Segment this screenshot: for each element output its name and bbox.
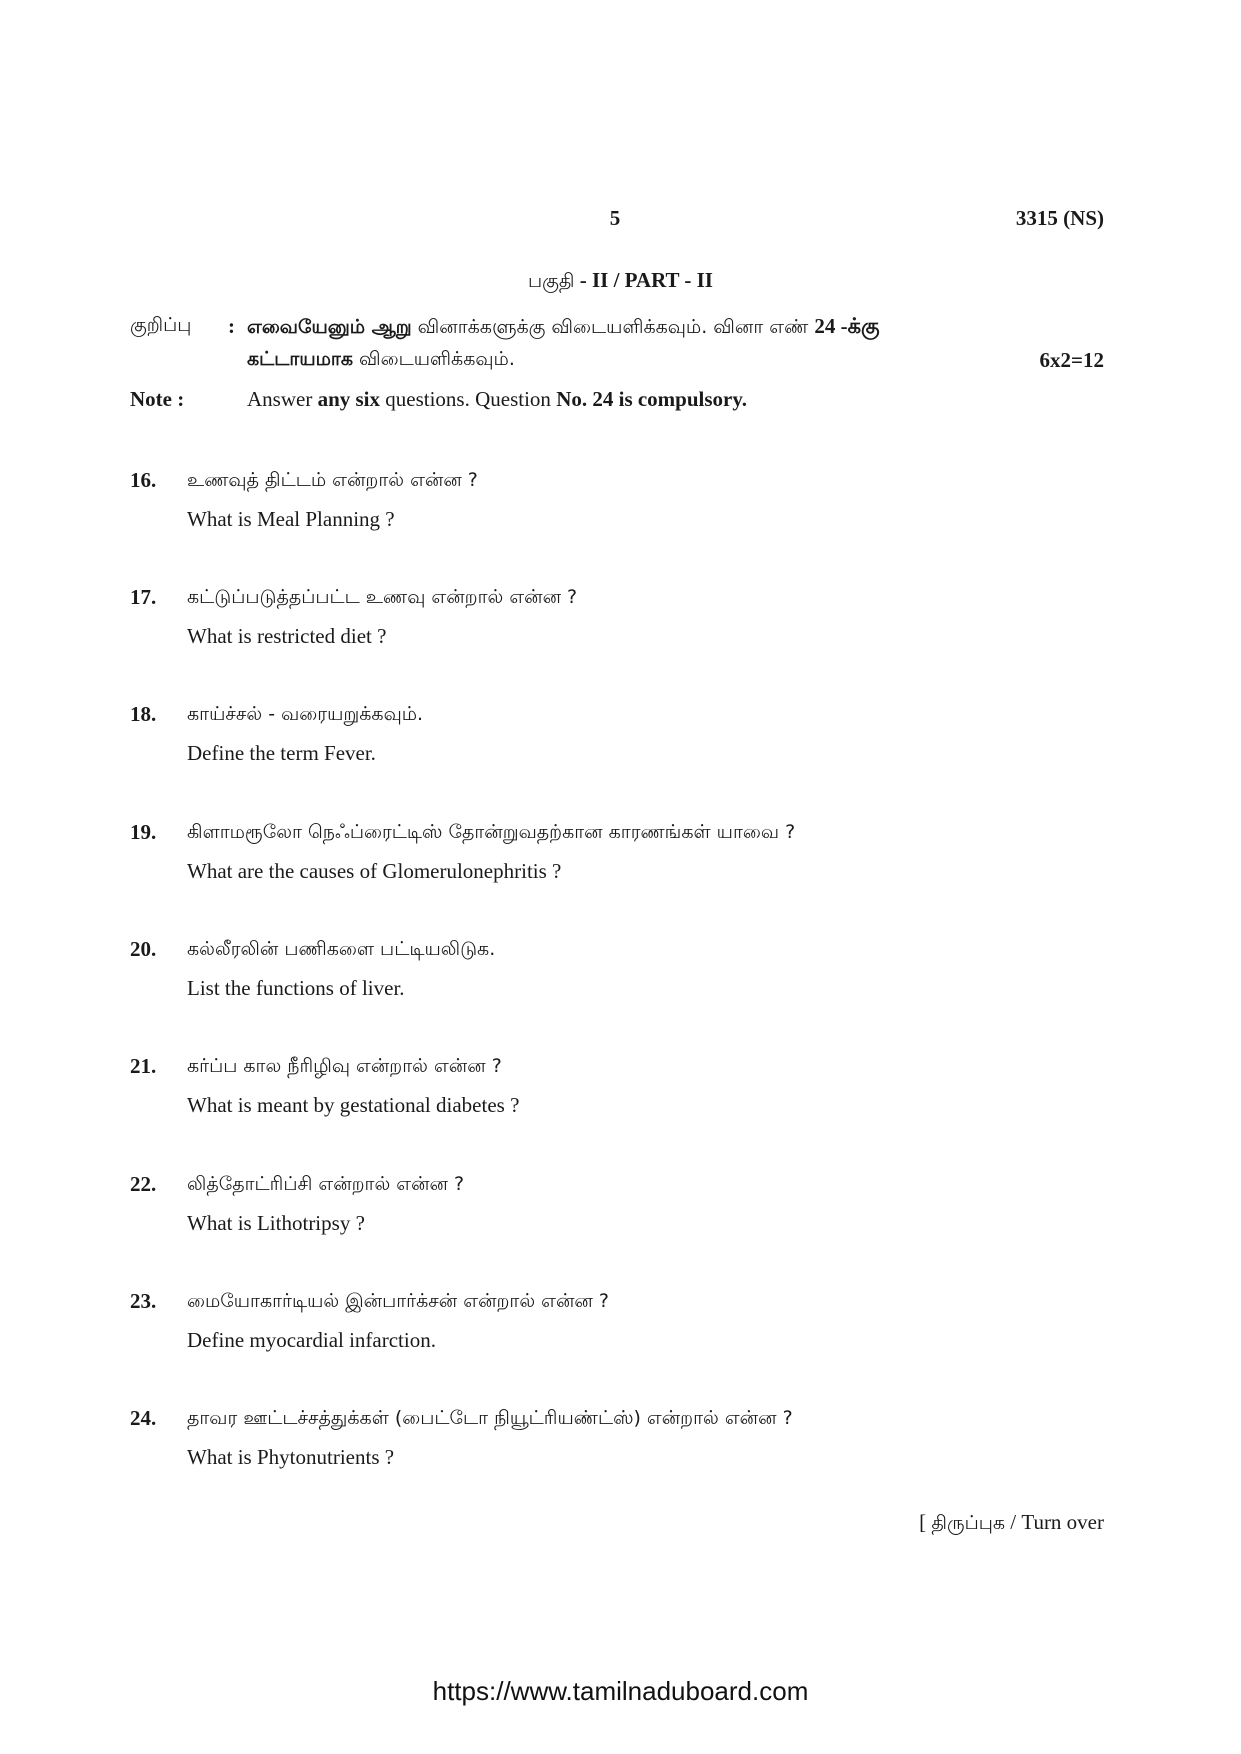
- question-24: [130, 1406, 1110, 1486]
- note-english-t1: Answer: [247, 387, 318, 411]
- question-number: 22.: [130, 1172, 157, 1196]
- note-tamil-text-2: விடையளிக்கவும்.: [352, 348, 515, 370]
- note-tamil-question-number: 24 -க்கு: [814, 314, 880, 338]
- question-text-tamil: கட்டுப்படுத்தப்பட்ட உணவு என்றால் என்ன ?: [187, 586, 578, 608]
- question-17: [130, 585, 1110, 665]
- question-20: [130, 937, 1110, 1017]
- question-22: [130, 1172, 1110, 1252]
- note-english-text: [247, 387, 747, 412]
- question-text-tamil: காய்ச்சல் - வரையறுக்கவும்.: [187, 703, 424, 725]
- question-text-tamil: கர்ப்ப கால நீரிழிவு என்றால் என்ன ?: [187, 1055, 502, 1077]
- turn-over-english: / Turn over: [1005, 1510, 1104, 1534]
- question-number: 18.: [130, 702, 157, 726]
- part-title: [0, 268, 1241, 295]
- question-text-english: What is restricted diet ?: [187, 624, 387, 648]
- question-text-english: List the functions of liver.: [187, 976, 405, 1000]
- question-text-english: What is Phytonutrients ?: [187, 1445, 395, 1469]
- part-title-english: - II / PART - II: [574, 268, 713, 292]
- question-text-english: What is Lithotripsy ?: [187, 1211, 365, 1235]
- note-tamil-emphasis-1: எவையேனும் ஆறு: [247, 316, 412, 338]
- question-text-english: Define the term Fever.: [187, 741, 376, 765]
- question-text-english: What is Meal Planning ?: [187, 507, 395, 531]
- note-colon: :: [228, 314, 235, 338]
- question-text-tamil: மையோகார்டியல் இன்பார்க்சன் என்றால் என்ன ?: [187, 1290, 609, 1312]
- paper-code: 3315 (NS): [1015, 206, 1104, 230]
- question-21: [130, 1054, 1110, 1134]
- question-number: 19.: [130, 820, 157, 844]
- question-19: [130, 820, 1110, 900]
- question-number: 16.: [130, 468, 157, 492]
- question-text-english: What is meant by gestational diabetes ?: [187, 1093, 520, 1117]
- question-text-tamil: லித்தோட்ரிப்சி என்றால் என்ன ?: [187, 1173, 465, 1195]
- note-tamil-text-1: வினாக்களுக்கு விடையளிக்கவும். வினா எண்: [411, 316, 815, 338]
- note-label-english: Note :: [130, 387, 185, 411]
- note-english-b1: any six: [317, 387, 381, 411]
- question-text-english: What are the causes of Glomerulonephritis ?: [187, 859, 562, 883]
- question-23: [130, 1289, 1110, 1369]
- note-label-tamil: குறிப்பு: [130, 314, 192, 336]
- part-title-tamil: பகுதி: [528, 270, 575, 292]
- turn-over-bracket: [: [919, 1510, 932, 1534]
- question-text-tamil: உணவுத் திட்டம் என்றால் என்ன ?: [187, 469, 478, 491]
- note-english-t2: questions. Question: [380, 387, 557, 411]
- question-18: [130, 702, 1110, 782]
- marks-allocation: 6x2=12: [1039, 348, 1104, 372]
- question-number: 24.: [130, 1406, 157, 1430]
- question-number: 17.: [130, 585, 157, 609]
- note-tamil-line-2: [247, 348, 515, 373]
- question-number: 20.: [130, 937, 157, 961]
- question-16: [130, 468, 1110, 548]
- question-text-tamil: கிளாமரூலோ நெஃப்ரைட்டிஸ் தோன்றுவதற்கான காரணங்கள் யாவை ?: [187, 821, 796, 843]
- turn-over-tamil: திருப்புக: [931, 1512, 1006, 1534]
- question-text-english: Define myocardial infarction.: [187, 1328, 436, 1352]
- question-number: 21.: [130, 1054, 157, 1078]
- page-number: 5: [609, 206, 621, 230]
- footer-url: https://www.tamilnaduboard.com: [432, 1676, 809, 1706]
- note-tamil-line-1: [247, 314, 880, 341]
- turn-over-note: [919, 1510, 1104, 1537]
- question-number: 23.: [130, 1289, 157, 1313]
- question-text-tamil: தாவர ஊட்டச்சத்துக்கள் (பைட்டோ நியூட்ரியண்ட்ஸ்) என்றால் என்ன ?: [187, 1407, 793, 1429]
- question-text-tamil: கல்லீரலின் பணிகளை பட்டியலிடுக.: [187, 938, 496, 960]
- note-tamil-emphasis-2: கட்டாயமாக: [247, 348, 353, 370]
- note-english-b2: No. 24 is compulsory.: [556, 387, 747, 411]
